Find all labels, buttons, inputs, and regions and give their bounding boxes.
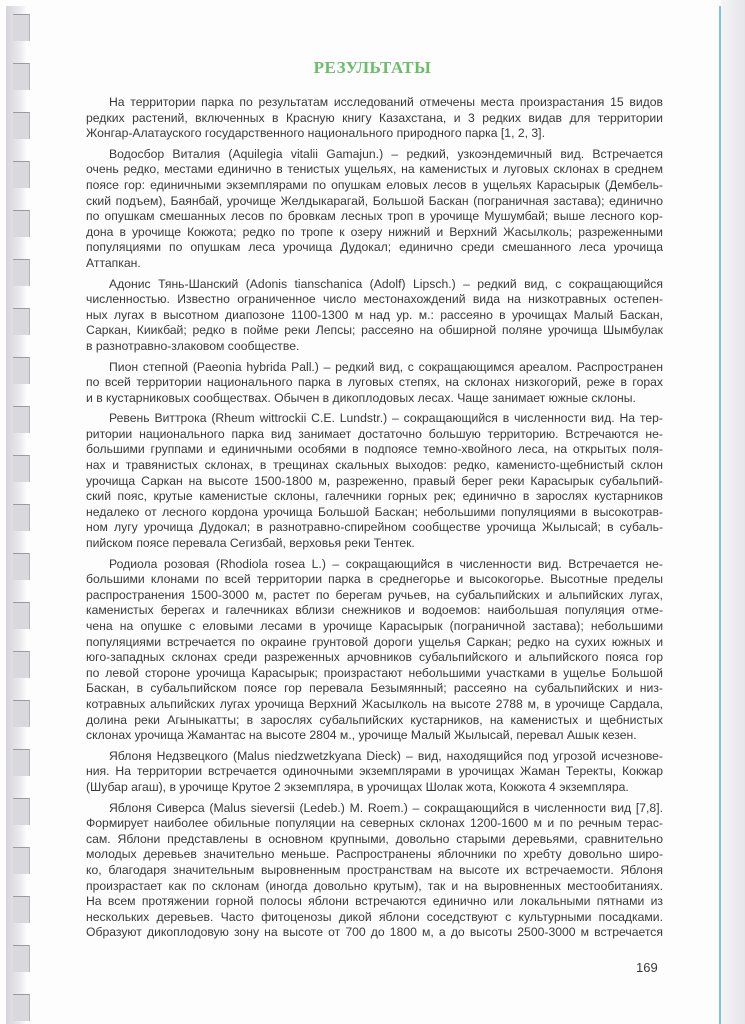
text-line: склонах урочища Жамантас на высоте 2804 м., урочище Малый Жылысай, перевал Ашык кезен. bbox=[86, 728, 637, 743]
text-line: Пион степной (Paeonia hybrida Pall.) – редкий вид, с сокращающимся ареалом. Распространен bbox=[109, 359, 663, 374]
text-line: чена на опушке с еловыми лесами в урочище Карасырык (пограничной застава); небольшими bbox=[86, 619, 663, 633]
section-title: РЕЗУЛЬТАТЫ bbox=[313, 58, 432, 77]
body-text bbox=[86, 95, 663, 946]
text-line: Формирует наиболее обильные популяции на северных склонах 1200-1600 м и по речным терас- bbox=[86, 816, 663, 831]
text-line: Яблоня Недзвецкого (Malus niedzwetzkyana Dieck) – вид, находящийся под угрозой исчезнове- bbox=[109, 748, 663, 763]
text-line: очень редко, местами единично в тенистых ущельях, на каменистых и луговых склонах в среднем bbox=[86, 162, 663, 177]
binding-tab bbox=[13, 749, 30, 776]
text-line: Яблоня Сиверса (Malus sieversii (Ledeb.) M. Roem.) – сокращающийся в численности вид [7,8]. bbox=[109, 800, 663, 815]
text-line: Аттапкан. bbox=[86, 255, 141, 270]
text-line: каменистых берегах и галечниках вблизи снежников и водоемов: наибольшая популяция отме- bbox=[86, 603, 663, 618]
binding-tab bbox=[13, 259, 30, 286]
text-line: недалеко от лесного кордона урочища Большой Баскан; небольшими популяциями в высокотрав- bbox=[86, 504, 663, 519]
spiral-binding bbox=[6, 6, 26, 1024]
paragraph bbox=[86, 801, 663, 941]
text-line: ния. На территории встречается одиночными экземплярами в урочищах Жаман Теректы, Кокжар bbox=[86, 764, 663, 779]
text-line: распространения 1500-3000 м, растет по берегам ручьев, на субальпийских и альпийских лугах, bbox=[86, 587, 663, 602]
text-line: и в кустарниковых сообществах. Обычен в дикоплодовых лесах. Чаще занимает южные склоны. bbox=[86, 390, 636, 405]
text-line: котравных альпийских лугах урочища Верхний Жасылколь на высоте 2788 м, в урочище Сардала, bbox=[86, 696, 663, 711]
text-line: молодых деревьев значительно меньше. Распространены яблочники по хребту довольно широ- bbox=[86, 847, 663, 862]
text-line: ритории национального парка вид занимает достаточно большую территорию. Встречаются не- bbox=[86, 426, 663, 441]
binding-tab bbox=[13, 945, 30, 972]
binding-tab bbox=[13, 210, 30, 237]
binding-tab bbox=[13, 798, 30, 825]
text-line: нах и травянистых склонах, в трещинах скальных выходов: редко, каменисто-щебнистый склон bbox=[86, 458, 663, 473]
binding-tab bbox=[13, 553, 30, 580]
paragraph bbox=[86, 557, 663, 744]
page-edge-line bbox=[719, 6, 721, 1024]
text-line: большими клонами по всей территории парка в среднегорье и высокогорье. Высотные пределы bbox=[86, 572, 663, 587]
text-line: по всей территории национального парка в луговых степях, на склонах низкогорий, реже в горах bbox=[86, 375, 663, 390]
paragraph bbox=[86, 411, 663, 551]
text-line: Баскан, в субальпийском поясе гор перевала Безымянный; рассеяно на субальпийских и низ- bbox=[86, 681, 663, 696]
text-line: по опушкам смешанных лесов по бровкам лесных троп в урочище Мушумбай; выше лесного кор- bbox=[86, 209, 663, 224]
text-line: произрастает как по склонам (иногда довольно крутым), так и на выровненных местообитаниях. bbox=[86, 878, 663, 893]
text-line: ных лугах в высотном диапозоне 1100-1300 м над ур. м.: рассеяно в урочищах Малый Баскан, bbox=[86, 307, 663, 322]
paragraph bbox=[86, 749, 663, 796]
binding-tab bbox=[13, 161, 30, 188]
paragraph bbox=[86, 360, 663, 407]
text-line: Водосбор Виталия (Aquilegia vitalii Gamajun.) – редкий, узкоэндемичный вид. Встречается bbox=[109, 146, 663, 161]
text-line: Родиола розовая (Rhodiola rosea L.) – сокращающийся в численности вид. Встречается не- bbox=[109, 556, 663, 571]
text-line: популяциями встречается по окраине грунтовой дороги ущелья Саркан; редко на сухих южных и bbox=[86, 634, 663, 649]
page-edge-shadow bbox=[721, 0, 745, 1024]
paragraph bbox=[86, 147, 663, 272]
text-line: На территории парка по результатам исследований отмечены места произрастания 15 видов bbox=[109, 95, 663, 109]
binding-tab bbox=[13, 847, 30, 874]
text-line: ский пояс, крутые каменистые склоны, галечники горных рек; единично в зарослях кустарников bbox=[86, 489, 663, 504]
text-line: численностью. Известно ограниченное число местонахождений вида на низкотравных остепен- bbox=[86, 292, 663, 307]
text-line: Образуют дикоплодовую зону на высоте от 700 до 1800 м, а до высоты 2500-3000 м встречается bbox=[86, 925, 663, 940]
binding-tab bbox=[13, 14, 30, 41]
text-line: ко, благодаря значительным выровненным пространствам на высоте их встречаемости. Яблоня bbox=[86, 862, 663, 877]
binding-tab bbox=[13, 455, 30, 482]
text-line: большими группами и единичными особями в подпоясе темно-хвойного леса, на открытых поля- bbox=[86, 442, 663, 457]
text-line: урочища Саркан на высоте 1500-1800 м, разреженно, правый берег реки Карасырык субальпий- bbox=[86, 473, 663, 488]
binding-tab bbox=[13, 406, 30, 433]
text-line: поясе гор: единичными экземплярами по опушкам еловых лесов в ущельях Карасырык (Дембель- bbox=[86, 177, 663, 192]
text-line: Жонгар-Алатауского государственного национального природного парка [1, 2, 3]. bbox=[86, 126, 545, 141]
binding-tab bbox=[13, 357, 30, 384]
binding-tab bbox=[13, 308, 30, 335]
binding-tab bbox=[13, 602, 30, 629]
text-line: сам. Яблони представлены в основном крупными, довольно старыми деревьями, сравнительно bbox=[86, 831, 663, 846]
binding-tab bbox=[13, 651, 30, 678]
binding-tab bbox=[13, 994, 30, 1021]
text-line: (Шубар агаш), в урочище Крутое 2 экземпляра, в урочищах Шолак жота, Кокжота 4 экземпляра. bbox=[86, 779, 629, 794]
binding-tab bbox=[13, 700, 30, 727]
text-line: в разнотравно-злаковом сообществе. bbox=[86, 338, 300, 353]
text-line: На всем протяжении горной полосы яблони встречаются единично или локальными пятнами из bbox=[86, 894, 663, 909]
paragraph bbox=[86, 95, 663, 142]
text-line: ский подъем), Баянбай, урочище Желдыкарагай, Большой Баскан (пограничная застава); единично bbox=[86, 193, 663, 208]
paragraph bbox=[86, 277, 663, 355]
text-line: Саркан, Киикбай; редко в пойме реки Лепсы; рассеяно на обширной поляне урочища Шымбулак bbox=[86, 323, 663, 338]
text-line: Ревень Виттрока (Rheum wittrockii C.E. Lundstr.) – сокращающийся в численности вид. На тер- bbox=[109, 411, 663, 426]
text-line: юго-западных склонах среди разреженных арчовников субальпийского и альпийского пояса гор bbox=[86, 650, 663, 665]
binding-tab bbox=[13, 504, 30, 531]
text-line: нескольких деревьев. Часто фитоценозы дикой яблони соседствуют с культурными посадками. bbox=[86, 909, 663, 924]
binding-tab bbox=[13, 896, 30, 923]
text-line: Адонис Тянь-Шанский (Adonis tianschanica (Adolf) Lipsch.) – редкий вид, с сокращающийся bbox=[109, 276, 663, 291]
page-number: 169 bbox=[636, 960, 658, 975]
text-line: дона в урочище Кокжота; редко по тропе к озеру нижний и Верхний Жасылколь; разреженными bbox=[86, 224, 663, 239]
text-line: редких растений, включенных в Красную книгу Казахстана, и 3 редких видав для территории bbox=[86, 110, 663, 125]
text-line: долина реки Агыныкатты; в зарослях субальпийских кустарников, на каменистых и щебнистых bbox=[86, 712, 663, 727]
binding-tab bbox=[13, 112, 30, 139]
text-line: популяциями по опушкам леса урочища Дудокал; единично среди смешанного леса урочища bbox=[86, 240, 663, 255]
text-line: пийском поясе перевала Сегизбай, верховья реки Тентек. bbox=[86, 536, 415, 551]
text-line: ном лугу урочища Дудокал; в разнотравно-спирейном сообществе урочища Жылысай; в субаль- bbox=[86, 520, 663, 535]
text-line: по левой стороне урочища Карасырык; произрастают небольшими участками в ущелье Большой bbox=[86, 665, 663, 680]
